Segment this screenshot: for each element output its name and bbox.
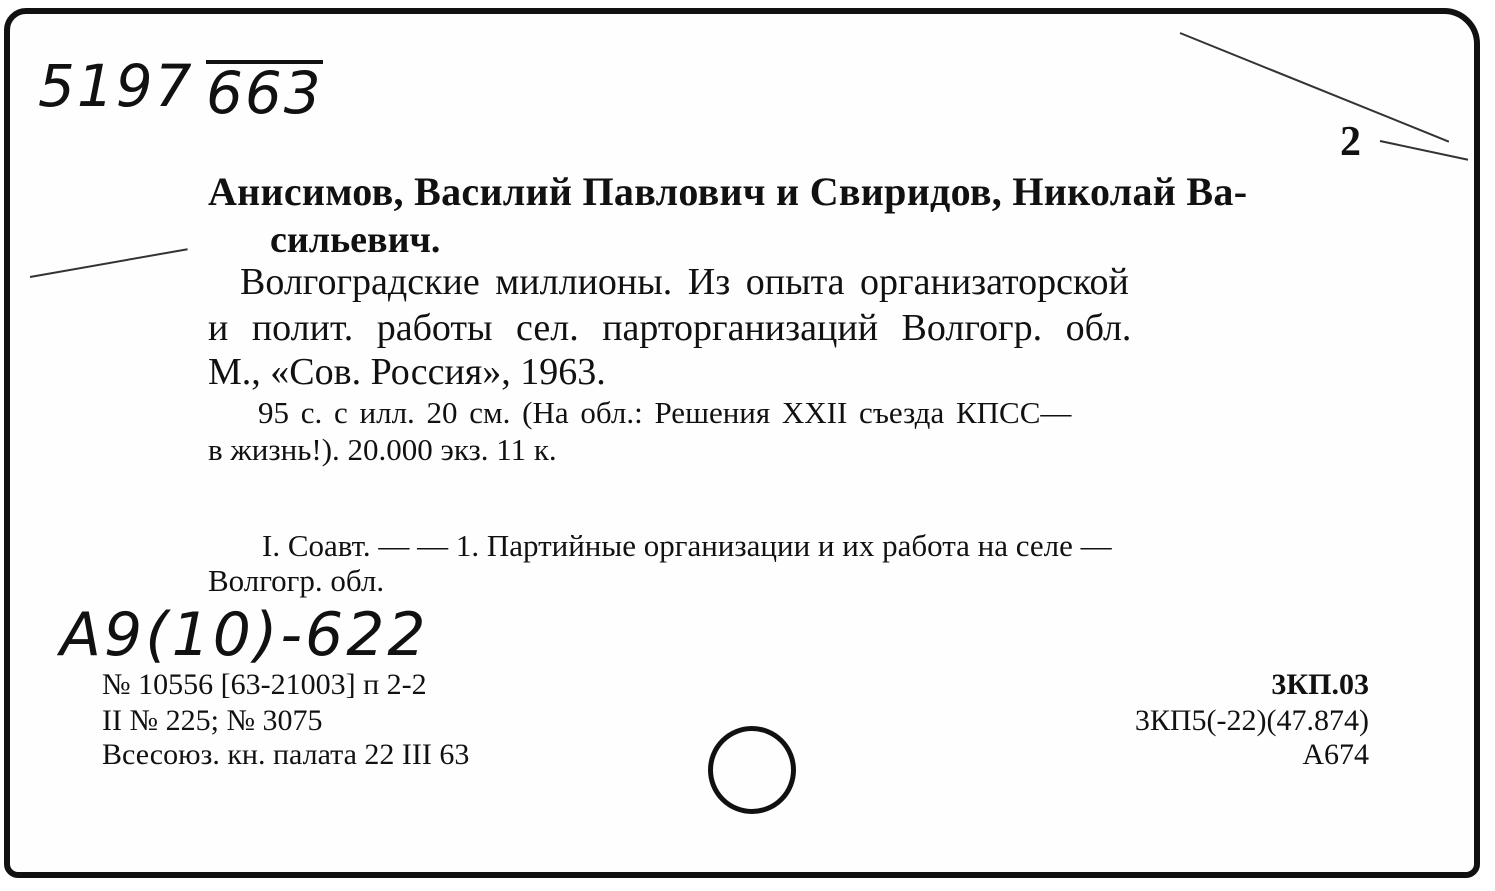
card-sequence-number: 2 xyxy=(1340,119,1361,165)
author-mark: А674 xyxy=(1302,738,1369,771)
author-line-2: сильевич. xyxy=(270,219,441,261)
title-line-1: Волгоградские миллионы. Из опыта организаторской xyxy=(240,261,1129,303)
title-line-2: и полит. работы сел. парторганизаций Волгогр. обл. xyxy=(208,307,1132,349)
tracing-line-2: Волгогр. обл. xyxy=(208,563,385,598)
classification-code-2: 3КП5(-22)(47.874) xyxy=(1134,704,1369,737)
imprint-line: М., «Сов. Россия», 1963. xyxy=(208,351,606,393)
author-line-1: Анисимов, Василий Павлович и Свиридов, Николай Ва- xyxy=(208,169,1248,214)
registration-number: № 10556 [63-21003] п 2-2 xyxy=(102,668,427,701)
physical-description-line-1: 95 с. с илл. 20 см. (На обл.: Решения XXII съезда КПСС— xyxy=(258,395,1072,430)
handwritten-classification: А9(10)-622 xyxy=(60,600,429,670)
handwritten-shelf-number: 663 xyxy=(206,59,323,127)
chamber-stamp: Всесоюз. кн. палата 22 III 63 xyxy=(102,738,470,771)
tracing-line-1: I. Соавт. — — 1. Партийные организации и их работа на селе — xyxy=(262,528,1112,563)
card-punch-hole xyxy=(708,726,796,814)
handwritten-call-number: 5197 xyxy=(38,52,194,120)
registration-details: II № 225; № 3075 xyxy=(102,704,323,737)
classification-code-1: 3КП.03 xyxy=(1271,668,1369,701)
physical-description-line-2: в жизнь!). 20.000 экз. 11 к. xyxy=(208,432,557,467)
